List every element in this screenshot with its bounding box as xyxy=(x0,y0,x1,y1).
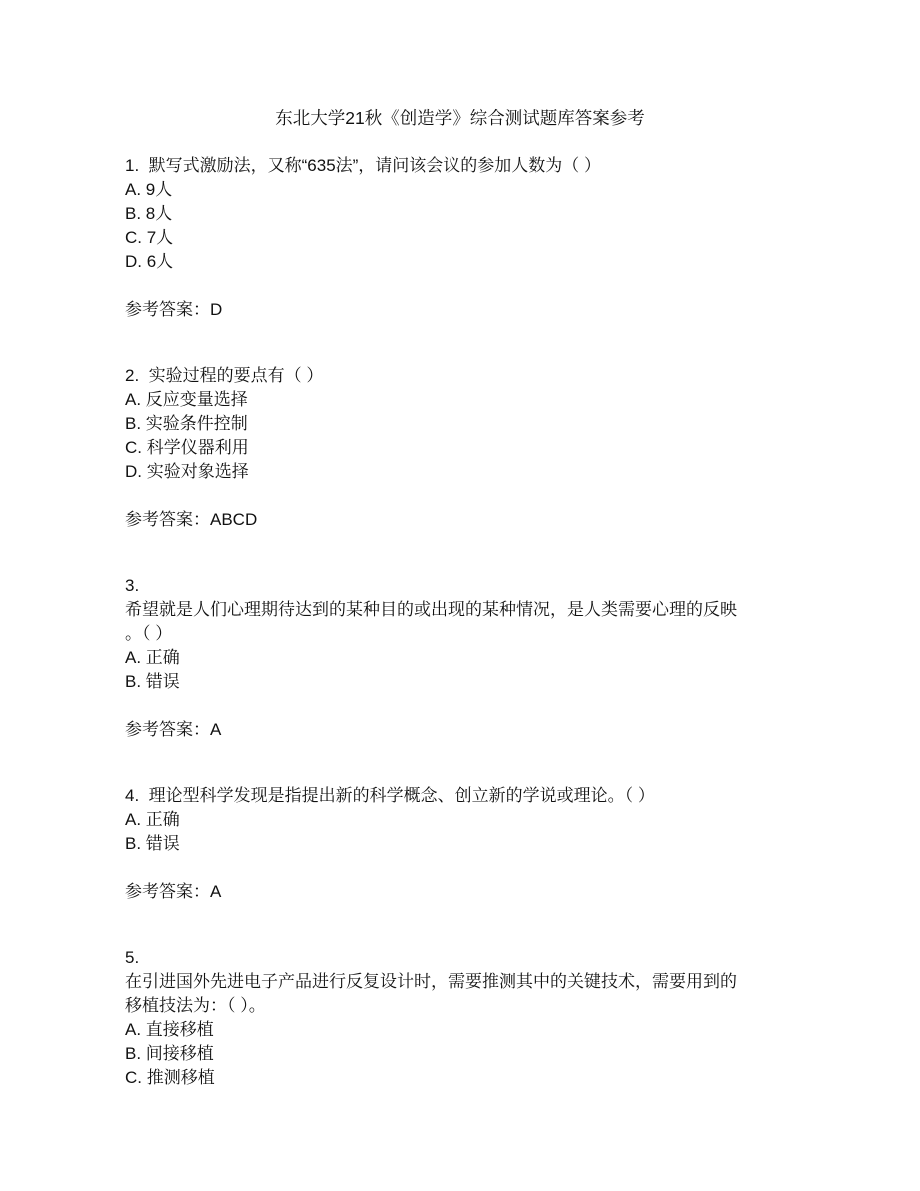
question-1-option-d: D. 6人 xyxy=(125,252,174,271)
question-3-stem-line-2: 。（ ） xyxy=(125,624,173,643)
question-3-option-a: A. 正确 xyxy=(125,648,180,667)
question-5-number: 5. xyxy=(125,948,140,967)
question-5 xyxy=(125,946,795,1090)
question-2-option-d: D. 实验对象选择 xyxy=(125,462,249,481)
question-4-option-b: B. 错误 xyxy=(125,834,180,853)
question-5-option-b: B. 间接移植 xyxy=(125,1044,214,1063)
question-3-answer: 参考答案：A xyxy=(125,720,222,739)
question-4-stem: 4. 理论型科学发现是指提出新的科学概念、创立新的学说或理论。（ ） xyxy=(125,786,655,805)
question-1 xyxy=(125,154,795,322)
question-4-option-a: A. 正确 xyxy=(125,810,180,829)
question-2-stem: 2. 实验过程的要点有（ ） xyxy=(125,366,324,385)
question-5-stem-line-2: 移植技法为：（ ）。 xyxy=(125,996,266,1015)
question-3-stem-line-1: 希望就是人们心理期待达到的某种目的或出现的某种情况，是人类需要心理的反映 xyxy=(125,600,737,619)
question-5-option-a: A. 直接移植 xyxy=(125,1020,214,1039)
question-5-stem-line-1: 在引进国外先进电子产品进行反复设计时，需要推测其中的关键技术，需要用到的 xyxy=(125,972,737,991)
question-1-option-a: A. 9人 xyxy=(125,180,173,199)
question-2-answer: 参考答案：ABCD xyxy=(125,510,258,529)
question-1-stem: 1. 默写式激励法，又称“635法”，请问该会议的参加人数为（ ） xyxy=(125,156,602,175)
question-1-option-b: B. 8人 xyxy=(125,204,173,223)
question-5-option-c: C. 推测移植 xyxy=(125,1068,215,1087)
question-1-answer: 参考答案：D xyxy=(125,300,223,319)
question-3 xyxy=(125,574,795,742)
question-4-answer: 参考答案：A xyxy=(125,882,222,901)
question-1-option-c: C. 7人 xyxy=(125,228,174,247)
question-3-option-b: B. 错误 xyxy=(125,672,180,691)
question-2-option-a: A. 反应变量选择 xyxy=(125,390,248,409)
question-2-option-c: C. 科学仪器利用 xyxy=(125,438,249,457)
question-3-number: 3. xyxy=(125,576,140,595)
question-4 xyxy=(125,784,795,904)
document-title: 东北大学21秋《创造学》综合测试题库答案参考 xyxy=(275,108,645,128)
question-2-option-b: B. 实验条件控制 xyxy=(125,414,248,433)
question-2 xyxy=(125,364,795,532)
